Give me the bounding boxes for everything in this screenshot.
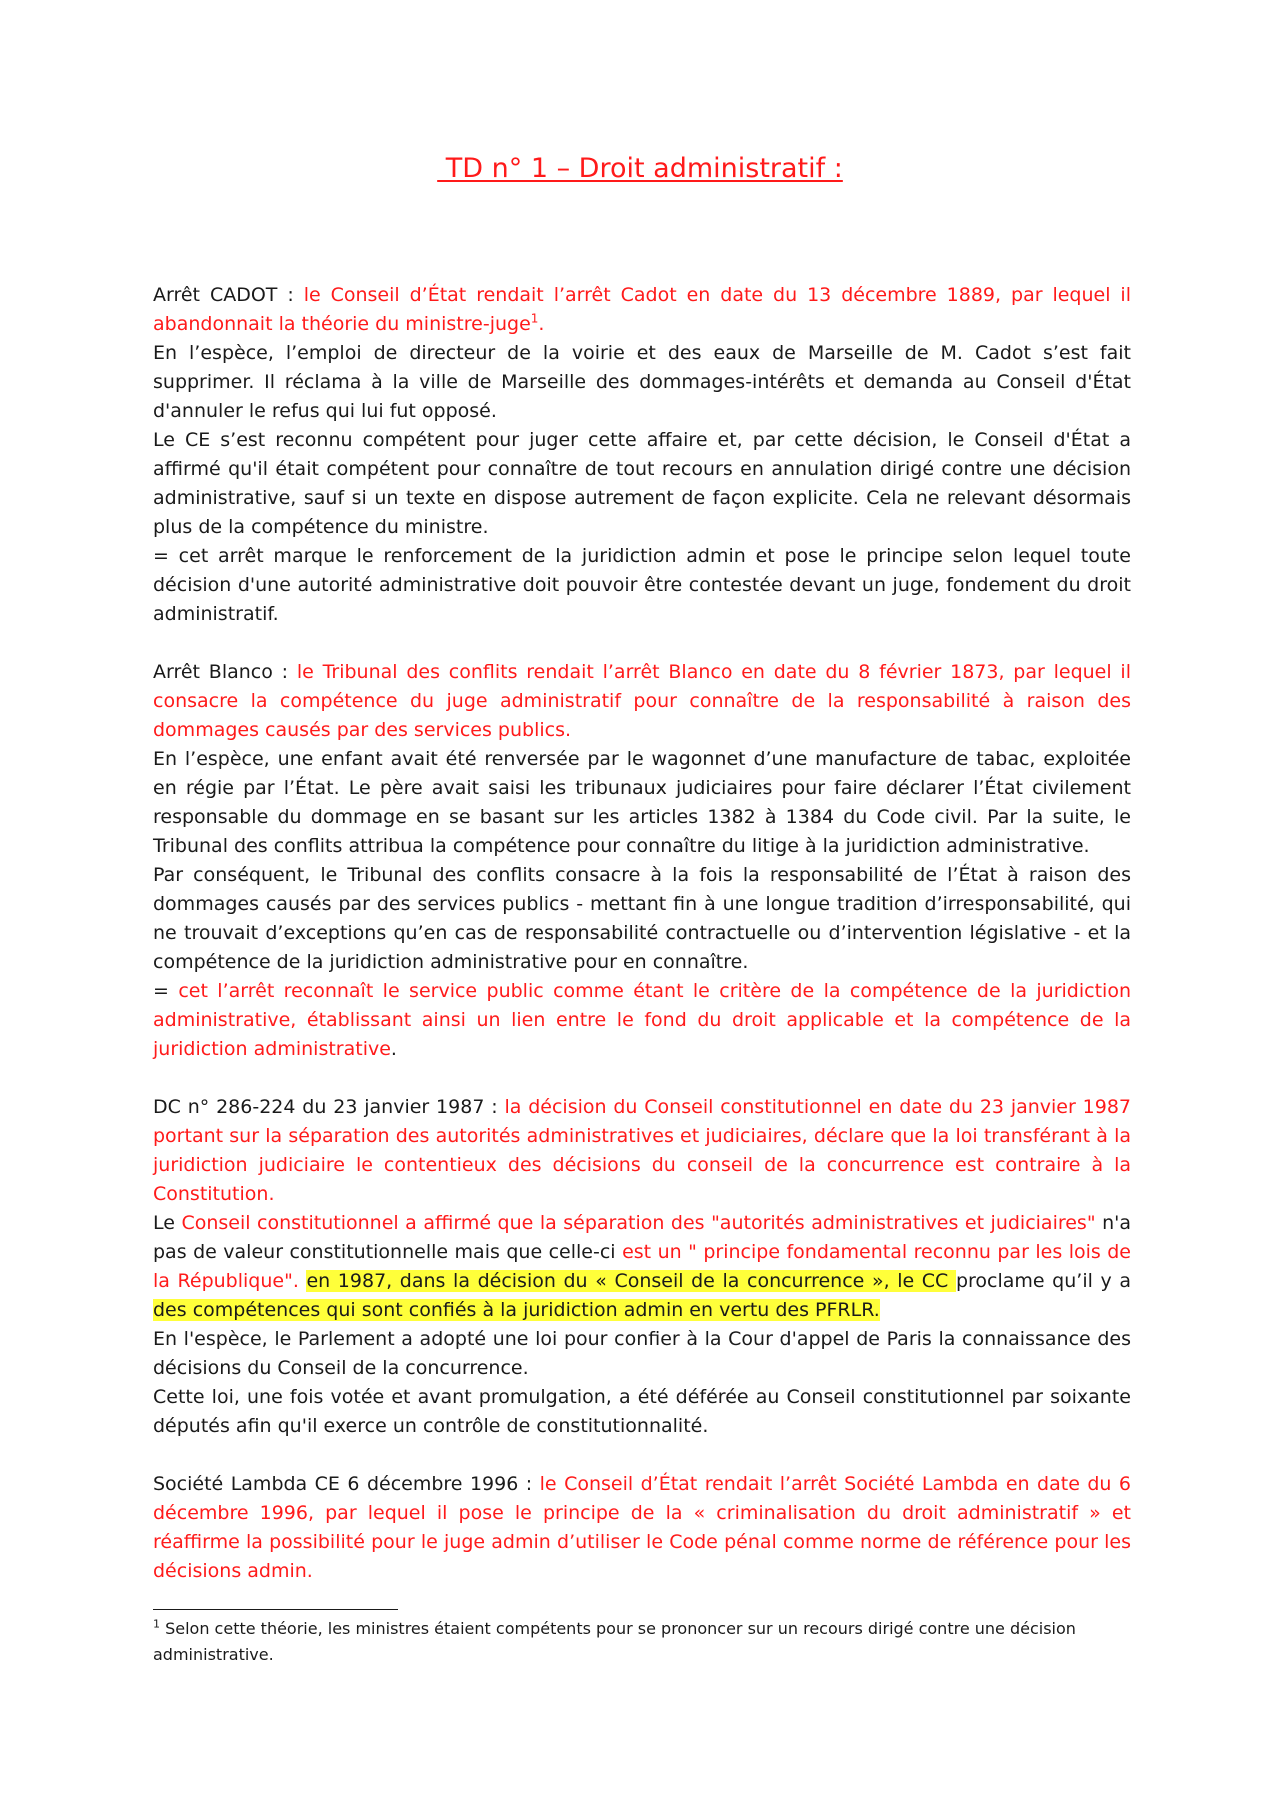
- blanco-summary-paragraph: [153, 658, 1131, 745]
- blanco-conclusion-paragraph: [153, 977, 1131, 1064]
- cadot-decision: Le CE s’est reconnu compétent pour juger cette affaire et, par cette décision, le Conseil d'État a affirmé qu'il était compétent pour connaître de tout recours en annulation dirigé contre une décision administrative, sauf si un texte en dispose autrement de façon explicite. Cela ne relevant désormais plus de la compétence du ministre.: [153, 429, 1131, 538]
- dc-analysis-a: Le: [153, 1212, 182, 1234]
- dc-highlight-1: en 1987, dans la décision du « Conseil de la concurrence », le CC: [306, 1270, 956, 1292]
- blanco-summary: le Tribunal des conflits rendait l’arrêt Blanco en date du 8 février 1873, par lequel il consacre la compétence du juge administratif pour connaître de la responsabilité à raison des dommages causés par des services publics.: [153, 661, 1131, 741]
- lambda-summary-paragraph: [153, 1470, 1131, 1586]
- dc-analysis-paragraph: [153, 1209, 1131, 1325]
- document-title: TD n° 1 – Droit administratif :: [437, 153, 843, 184]
- dc-analysis-c: n'a pas de valeur constitutionnelle mais que celle-ci: [153, 1212, 1131, 1263]
- dc-label: DC n° 286-224 du 23 janvier 1987 :: [153, 1096, 505, 1118]
- dc-analysis-g: proclame qu’il y a: [955, 1270, 1131, 1292]
- cadot-label: Arrêt CADOT :: [153, 284, 304, 306]
- cadot-facts: En l’espèce, l’emploi de directeur de la voirie et des eaux de Marseille de M. Cadot s’est fait supprimer. Il réclama à la ville de Marseille des dommages-intérêts et demanda au Conseil d'État d'annuler le refus qui lui fut opposé.: [153, 342, 1131, 422]
- dc-procedure: Cette loi, une fois votée et avant promulgation, a été déférée au Conseil constitutionnel par soixante députés afin qu'il exerce un contrôle de constitutionnalité.: [153, 1386, 1131, 1437]
- lambda-summary: le Conseil d’État rendait l’arrêt Société Lambda en date du 6 décembre 1996, par lequel il pose le principe de la « criminalisation du droit administratif » et réaffirme la possibilité pour le juge admin d’utiliser le Code pénal comme norme de référence pour les décisions admin.: [153, 1473, 1132, 1582]
- dc-summary-paragraph: [153, 1093, 1131, 1209]
- cadot-summary: le Conseil d’État rendait l’arrêt Cadot en date du 13 décembre 1889, par lequel il abandonnait la théorie du ministre-juge: [153, 284, 1131, 335]
- blanco-label: Arrêt Blanco :: [153, 661, 297, 683]
- document-body: [153, 281, 1131, 1586]
- dc-analysis-d: est un " principe fondamental reconnu par les lois de la République".: [153, 1241, 1131, 1292]
- paragraph-spacer: [153, 1441, 1131, 1470]
- footnote-number: 1: [153, 1617, 160, 1631]
- paragraph-spacer: [153, 1064, 1131, 1093]
- blanco-facts: En l’espèce, une enfant avait été renversée par le wagonnet d’une manufacture de tabac, exploitée en régie par l’État. Le père avait saisi les tribunaux judiciaires pour faire déclarer l’État civilement responsable du dommage en se basant sur les articles 1382 à 1384 du Code civil. Par la suite, le Tribunal des conflits attribua la compétence pour connaître du litige à la juridiction administrative.: [153, 748, 1131, 857]
- cadot-summary-paragraph: [153, 281, 1131, 339]
- footnote-reference[interactable]: 1: [530, 311, 539, 326]
- lambda-label: Société Lambda CE 6 décembre 1996 :: [153, 1473, 540, 1495]
- footnote-text: Selon cette théorie, les ministres étaient compétents pour se prononcer sur un recours dirigé contre une décision administrative.: [153, 1619, 1076, 1664]
- dc-highlight-2: des compétences qui sont confiés à la juridiction admin en vertu des PFRLR.: [153, 1299, 880, 1321]
- dc-summary: la décision du Conseil constitutionnel en date du 23 janvier 1987 portant sur la séparation des autorités administratives et judiciaires, déclare que la loi transférant à la juridiction judiciaire le contentieux des décisions du conseil de la concurrence est contraire à la Constitution.: [153, 1096, 1131, 1205]
- dc-facts: En l'espèce, le Parlement a adopté une loi pour confier à la Cour d'appel de Paris la connaissance des décisions du Conseil de la concurrence.: [153, 1328, 1131, 1379]
- blanco-conclusion-prefix: =: [153, 980, 179, 1002]
- blanco-conclusion: cet l’arrêt reconnaît le service public comme étant le critère de la compétence de la juridiction administrative, établissant ainsi un lien entre le fond du droit applicable et la compétence de la juridiction administrative: [153, 980, 1131, 1060]
- paragraph-spacer: [153, 629, 1131, 658]
- blanco-conclusion-end: .: [390, 1038, 397, 1060]
- footnote-separator: [153, 1609, 398, 1610]
- cadot-summary-end: .: [538, 313, 545, 335]
- footnote: [153, 1616, 1131, 1668]
- cadot-conclusion: = cet arrêt marque le renforcement de la juridiction admin et pose le principe selon lequel toute décision d'une autorité administrative doit pouvoir être contestée devant un juge, fondement du droit administratif.: [153, 545, 1131, 625]
- blanco-decision: Par conséquent, le Tribunal des conflits consacre à la fois la responsabilité de l’État à raison des dommages causés par des services publics - mettant fin à une longue tradition d’irresponsabilité, qui ne trouvait d’exceptions qu’en cas de responsabilité contractuelle ou d’intervention législative - et la compétence de la juridiction administrative pour en connaître.: [153, 864, 1131, 973]
- dc-analysis-b: Conseil constitutionnel a affirmé que la séparation des "autorités administratives et judiciaires": [181, 1212, 1096, 1234]
